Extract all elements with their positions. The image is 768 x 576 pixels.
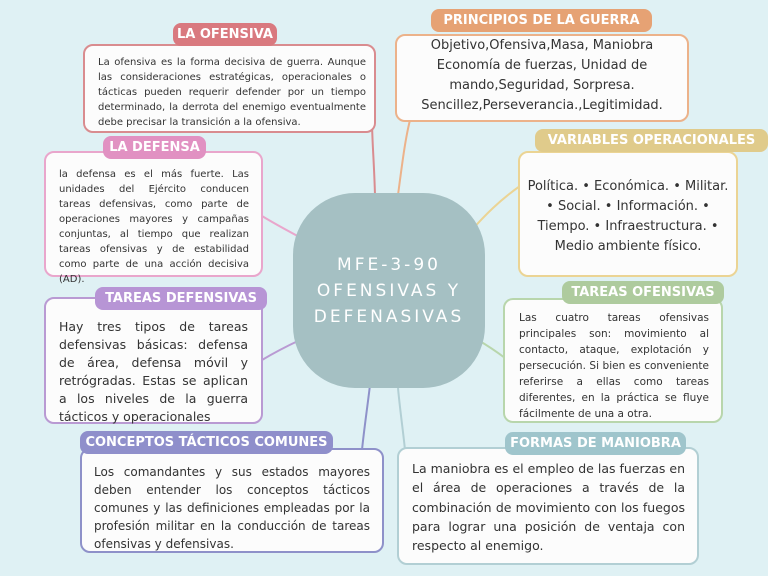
defensa-title[interactable]: LA DEFENSA xyxy=(103,136,206,159)
connector-principios xyxy=(398,120,410,195)
tareas-defensivas-title[interactable]: TAREAS DEFENSIVAS xyxy=(95,287,267,310)
ofensiva-card[interactable] xyxy=(83,44,376,133)
connector-maniobra xyxy=(398,388,405,450)
maniobra-title[interactable]: FORMAS DE MANIOBRA xyxy=(505,432,686,455)
central-topic-line1: MFE-3-90 xyxy=(337,254,441,275)
conceptos-text: Los comandantes y sus estados mayores deben entender los conceptos tácticos comunes y las definiciones empleadas por la profesión militar en la conducción de tareas ofensivas y defensivas. xyxy=(94,465,370,551)
tareas-ofensivas-card[interactable] xyxy=(503,298,723,423)
central-topic-line3: DEFENASIVAS xyxy=(313,306,465,327)
central-topic-line2: OFENSIVAS Y xyxy=(316,280,462,301)
tareas-ofensivas-text: Las cuatro tareas ofensivas principales son: movimiento al contacto, ataque, explotación y persecución. Si bien es conveniente referirse a ellas como tareas diferentes, en la práctica se fluye fácilmente de una a otra. xyxy=(519,312,709,420)
variables-text: Política. • Económica. • Militar. • Social. • Información. • Tiempo. • Infraestructura. • Medio ambiente físico. xyxy=(527,179,729,254)
central-topic[interactable] xyxy=(293,193,485,388)
conceptos-title[interactable]: CONCEPTOS TÁCTICOS COMUNES xyxy=(80,431,333,454)
connector-tareas-defensivas xyxy=(262,340,300,360)
tareas-defensivas-text: Hay tres tipos de tareas defensivas básicas: defensa de área, defensa móvil y retrógradas. Estas se aplican a los niveles de la guerra tácticos y operacionales xyxy=(59,319,248,424)
maniobra-text: La maniobra es el empleo de las fuerzas en el área de operaciones a través de la combinación de movimiento con los fuegos para lograr una posición de ventaja con respecto al enemigo. xyxy=(412,461,685,554)
variables-card[interactable] xyxy=(518,151,738,277)
defensa-card[interactable] xyxy=(44,151,263,285)
tareas-defensivas-card[interactable] xyxy=(44,297,263,424)
connector-conceptos xyxy=(362,385,370,450)
connector-ofensiva xyxy=(372,120,375,195)
defensa-text: la defensa es el más fuerte. Las unidades del Ejército conducen tareas defensivas, como parte de operaciones mayores y campañas conjuntas, al tiempo que realizan tareas ofensivas y de estabilidad como parte de una acción decisiva (AD). xyxy=(59,169,249,285)
principios-text: Objetivo,Ofensiva,Masa, Maniobra Economía de fuerzas, Unidad de mando,Seguridad, Sorpresa. Sencillez,Perseverancia.,Legitimidad. xyxy=(421,38,663,113)
tareas-ofensivas-title[interactable]: TAREAS OFENSIVAS xyxy=(562,281,724,304)
maniobra-card[interactable] xyxy=(397,447,699,565)
ofensiva-title[interactable]: LA OFENSIVA xyxy=(173,23,277,46)
ofensiva-text: La ofensiva es la forma decisiva de guerra. Aunque las consideraciones estratégicas, operacionales o tácticas pueden requerir defender por un tiempo determinado, la derrota del enemigo eventualmente debe precisar la transición a la ofensiva. xyxy=(98,57,366,128)
principios-card[interactable] xyxy=(395,34,689,122)
conceptos-card[interactable] xyxy=(80,448,384,553)
variables-title[interactable]: VARIABLES OPERACIONALES xyxy=(535,129,768,152)
principios-title[interactable]: PRINCIPIOS DE LA GUERRA xyxy=(431,9,652,32)
